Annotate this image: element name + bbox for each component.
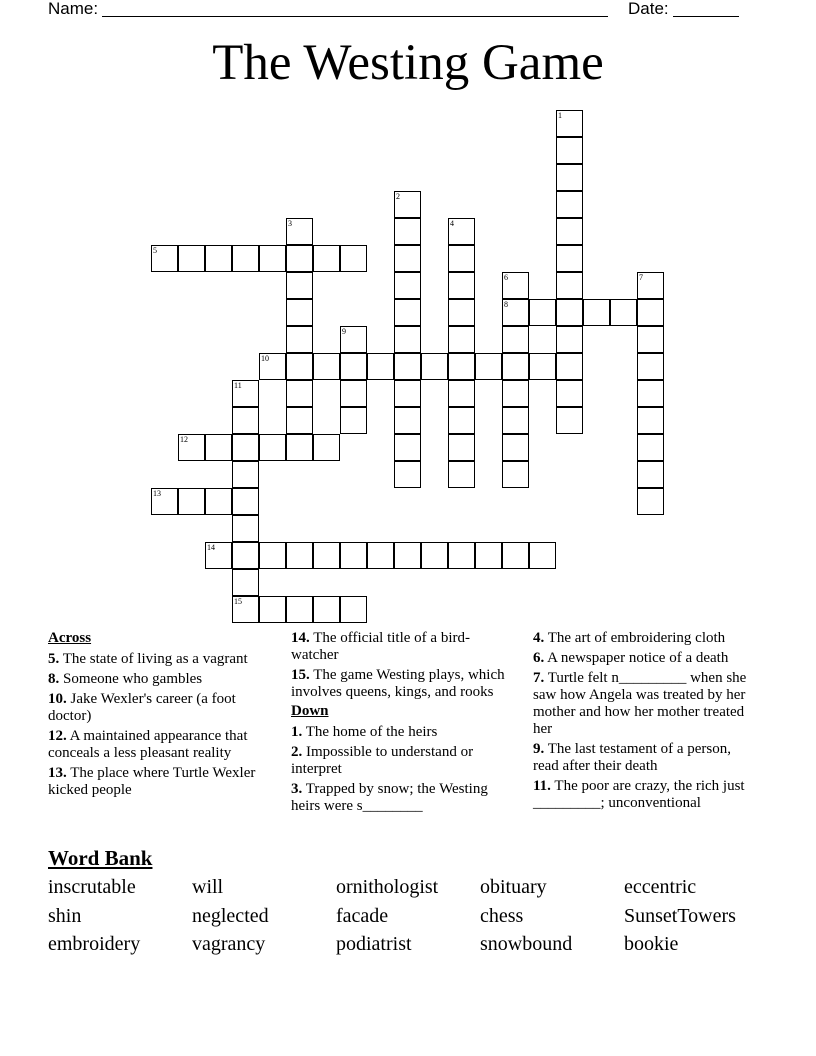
clue bbox=[48, 691, 263, 725]
word-bank-item: facade bbox=[336, 905, 389, 927]
clues-column-2 bbox=[291, 630, 506, 818]
clue bbox=[48, 651, 263, 668]
clue-number-label: 11. bbox=[533, 778, 551, 794]
crossword-cell[interactable] bbox=[286, 542, 313, 569]
crossword-cell[interactable] bbox=[556, 407, 583, 434]
clue-number-label: 2. bbox=[291, 744, 303, 760]
clue-number: 15 bbox=[234, 597, 242, 606]
crossword-cell[interactable] bbox=[637, 380, 664, 407]
crossword-cell[interactable] bbox=[313, 596, 340, 623]
clue-number-label: 3. bbox=[291, 781, 303, 797]
word-bank-item: ornithologist bbox=[336, 876, 439, 898]
crossword-cell[interactable] bbox=[637, 299, 664, 326]
crossword-cell[interactable] bbox=[232, 542, 259, 569]
clue bbox=[291, 724, 506, 741]
crossword-cell[interactable] bbox=[394, 461, 421, 488]
crossword-cell[interactable] bbox=[259, 245, 286, 272]
crossword-cell[interactable] bbox=[421, 542, 448, 569]
crossword-cell[interactable] bbox=[178, 245, 205, 272]
clue-number: 6 bbox=[504, 273, 508, 282]
clue-number: 4 bbox=[450, 219, 454, 228]
crossword-cell[interactable] bbox=[637, 461, 664, 488]
crossword-cell[interactable] bbox=[313, 353, 340, 380]
clue-number-label: 9. bbox=[533, 741, 545, 757]
clue-text: Someone who gambles bbox=[59, 671, 203, 687]
crossword-cell[interactable] bbox=[286, 596, 313, 623]
word-bank-title: Word Bank bbox=[48, 846, 153, 870]
crossword-cell[interactable] bbox=[394, 191, 421, 218]
crossword-cell[interactable] bbox=[394, 326, 421, 353]
crossword-cell[interactable] bbox=[421, 353, 448, 380]
crossword-cell[interactable] bbox=[502, 380, 529, 407]
crossword-cell[interactable] bbox=[556, 272, 583, 299]
crossword-cell[interactable] bbox=[475, 542, 502, 569]
crossword-cell[interactable] bbox=[556, 245, 583, 272]
clue-text: Trapped by snow; the Westing heirs were s________ bbox=[291, 781, 488, 814]
crossword-cell[interactable] bbox=[367, 353, 394, 380]
clue bbox=[291, 781, 506, 815]
crossword-cell[interactable] bbox=[232, 515, 259, 542]
crossword-cell[interactable] bbox=[340, 245, 367, 272]
crossword-cell[interactable] bbox=[502, 353, 529, 380]
clue-text: The place where Turtle Wexler kicked people bbox=[48, 765, 256, 798]
crossword-cell[interactable] bbox=[637, 407, 664, 434]
crossword-cell[interactable] bbox=[637, 353, 664, 380]
crossword-cell[interactable] bbox=[394, 380, 421, 407]
clue bbox=[48, 671, 263, 688]
clue-number: 9 bbox=[342, 327, 346, 336]
across-heading: Across bbox=[48, 630, 92, 646]
crossword-cell[interactable] bbox=[502, 326, 529, 353]
clue-number-label: 12. bbox=[48, 728, 67, 744]
word-bank-item: chess bbox=[480, 905, 524, 927]
clue-number-label: 6. bbox=[533, 650, 545, 666]
clue-text: Impossible to understand or interpret bbox=[291, 744, 474, 777]
clue-number: 3 bbox=[288, 219, 292, 228]
clue bbox=[533, 650, 758, 667]
crossword-cell[interactable] bbox=[448, 272, 475, 299]
clue-text: The state of living as a vagrant bbox=[59, 651, 248, 667]
clue-text: Jake Wexler's career (a foot doctor) bbox=[48, 691, 236, 724]
crossword-cell[interactable] bbox=[232, 434, 259, 461]
clue bbox=[291, 667, 506, 701]
clue bbox=[533, 741, 758, 775]
crossword-cell[interactable] bbox=[502, 299, 529, 326]
clue-text: A newspaper notice of a death bbox=[544, 650, 729, 666]
crossword-cell[interactable] bbox=[232, 407, 259, 434]
crossword-cell[interactable] bbox=[475, 353, 502, 380]
crossword-cell[interactable] bbox=[610, 299, 637, 326]
clue-number: 2 bbox=[396, 192, 400, 201]
word-bank-item: snowbound bbox=[480, 933, 573, 955]
crossword-cell[interactable] bbox=[286, 245, 313, 272]
clue bbox=[533, 630, 758, 647]
crossword-cell[interactable] bbox=[340, 407, 367, 434]
down-heading: Down bbox=[291, 703, 329, 719]
crossword-cell[interactable] bbox=[448, 218, 475, 245]
crossword-cell[interactable] bbox=[232, 245, 259, 272]
clue-text: The home of the heirs bbox=[302, 724, 438, 740]
clue-number-label: 8. bbox=[48, 671, 60, 687]
crossword-cell[interactable] bbox=[232, 380, 259, 407]
crossword-cell[interactable] bbox=[556, 380, 583, 407]
crossword-cell[interactable] bbox=[205, 542, 232, 569]
crossword-cell[interactable] bbox=[259, 542, 286, 569]
crossword-cell[interactable] bbox=[313, 434, 340, 461]
crossword-cell[interactable] bbox=[637, 272, 664, 299]
crossword-cell[interactable] bbox=[637, 326, 664, 353]
crossword-cell[interactable] bbox=[448, 434, 475, 461]
crossword-cell[interactable] bbox=[502, 461, 529, 488]
crossword-cell[interactable] bbox=[151, 245, 178, 272]
crossword-cell[interactable] bbox=[556, 326, 583, 353]
crossword-cell[interactable] bbox=[259, 596, 286, 623]
clue-text: The official title of a bird-watcher bbox=[291, 630, 470, 663]
crossword-cell[interactable] bbox=[205, 434, 232, 461]
clue bbox=[533, 670, 758, 738]
crossword-cell[interactable] bbox=[448, 461, 475, 488]
crossword-cell[interactable] bbox=[178, 434, 205, 461]
clue-number: 13 bbox=[153, 489, 161, 498]
crossword-cell[interactable] bbox=[286, 407, 313, 434]
clue-text: A maintained appearance that conceals a less pleasant reality bbox=[48, 728, 248, 761]
crossword-cell[interactable] bbox=[637, 434, 664, 461]
crossword-cell[interactable] bbox=[556, 218, 583, 245]
clue-number-label: 10. bbox=[48, 691, 67, 707]
crossword-cell[interactable] bbox=[394, 407, 421, 434]
clue-number-label: 15. bbox=[291, 667, 310, 683]
crossword-cell[interactable] bbox=[259, 434, 286, 461]
crossword-cell[interactable] bbox=[286, 380, 313, 407]
crossword-cell[interactable] bbox=[448, 299, 475, 326]
crossword-cell[interactable] bbox=[502, 434, 529, 461]
clue-number-label: 5. bbox=[48, 651, 60, 667]
crossword-cell[interactable] bbox=[556, 137, 583, 164]
clue-number: 8 bbox=[504, 300, 508, 309]
clue-number: 12 bbox=[180, 435, 188, 444]
crossword-cell[interactable] bbox=[340, 542, 367, 569]
crossword-cell[interactable] bbox=[232, 569, 259, 596]
crossword-cell[interactable] bbox=[502, 407, 529, 434]
crossword-cell[interactable] bbox=[340, 596, 367, 623]
clue bbox=[291, 630, 506, 664]
clue-number: 11 bbox=[234, 381, 242, 390]
word-bank-item: eccentric bbox=[624, 876, 697, 898]
across-clue-list-continued bbox=[291, 630, 506, 701]
page-title: The Westing Game bbox=[212, 35, 604, 91]
crossword-cell[interactable] bbox=[556, 164, 583, 191]
word-bank-item: neglected bbox=[192, 905, 269, 927]
clue-text: The last testament of a person, read after their death bbox=[533, 741, 732, 774]
clue-number-label: 1. bbox=[291, 724, 303, 740]
crossword-cell[interactable] bbox=[448, 245, 475, 272]
crossword-cell[interactable] bbox=[448, 407, 475, 434]
crossword-cell[interactable] bbox=[583, 299, 610, 326]
crossword-cell[interactable] bbox=[448, 542, 475, 569]
crossword-cell[interactable] bbox=[232, 461, 259, 488]
word-bank-item: inscrutable bbox=[48, 876, 136, 898]
word-bank-item: embroidery bbox=[48, 933, 141, 955]
crossword-cell[interactable] bbox=[286, 272, 313, 299]
crossword-cell[interactable] bbox=[340, 353, 367, 380]
crossword-cell[interactable] bbox=[448, 326, 475, 353]
word-bank-item: shin bbox=[48, 905, 82, 927]
crossword-cell[interactable] bbox=[259, 353, 286, 380]
crossword-cell[interactable] bbox=[205, 488, 232, 515]
crossword-cell[interactable] bbox=[232, 596, 259, 623]
crossword-cell[interactable] bbox=[313, 245, 340, 272]
word-bank-item: vagrancy bbox=[192, 933, 266, 955]
clue-number: 10 bbox=[261, 354, 269, 363]
crossword-cell[interactable] bbox=[502, 542, 529, 569]
clue-number-label: 7. bbox=[533, 670, 545, 686]
crossword-cell[interactable] bbox=[367, 542, 394, 569]
crossword-cell[interactable] bbox=[529, 299, 556, 326]
clues-column-3 bbox=[533, 630, 758, 815]
crossword-cell[interactable] bbox=[340, 326, 367, 353]
clue-number: 5 bbox=[153, 246, 157, 255]
clue-number: 1 bbox=[558, 111, 562, 120]
name-label: Name: bbox=[48, 0, 99, 18]
date-label: Date: bbox=[628, 0, 669, 18]
clue bbox=[48, 765, 263, 799]
clue-number-label: 13. bbox=[48, 765, 67, 781]
crossword-cell[interactable] bbox=[313, 542, 340, 569]
crossword-cell[interactable] bbox=[286, 218, 313, 245]
word-bank-item: podiatrist bbox=[336, 933, 412, 955]
crossword-cell[interactable] bbox=[394, 353, 421, 380]
crossword-cell[interactable] bbox=[394, 245, 421, 272]
crossword-cell[interactable] bbox=[205, 245, 232, 272]
crossword-cell[interactable] bbox=[286, 299, 313, 326]
crossword-cell[interactable] bbox=[394, 434, 421, 461]
crossword-cell[interactable] bbox=[340, 380, 367, 407]
crossword-cell[interactable] bbox=[286, 353, 313, 380]
word-bank-item: SunsetTowers bbox=[624, 905, 736, 927]
crossword-cell[interactable] bbox=[556, 299, 583, 326]
crossword-cell[interactable] bbox=[448, 380, 475, 407]
crossword-cell[interactable] bbox=[232, 488, 259, 515]
down-clue-list bbox=[291, 724, 506, 815]
clue-text: Turtle felt n_________ when she saw how Angela was treated by her mother and how her mother treated her bbox=[533, 670, 747, 737]
crossword-cell[interactable] bbox=[637, 488, 664, 515]
clue-number-label: 14. bbox=[291, 630, 310, 646]
crossword-cell[interactable] bbox=[286, 326, 313, 353]
crossword-cell[interactable] bbox=[556, 353, 583, 380]
crossword-cell[interactable] bbox=[394, 272, 421, 299]
clue bbox=[533, 778, 758, 812]
crossword-cell[interactable] bbox=[286, 434, 313, 461]
crossword-cell[interactable] bbox=[556, 191, 583, 218]
crossword-cell[interactable] bbox=[556, 110, 583, 137]
clue-number-label: 4. bbox=[533, 630, 545, 646]
down-clue-list-continued bbox=[533, 630, 758, 812]
crossword-cell[interactable] bbox=[448, 353, 475, 380]
clue-text: The poor are crazy, the rich just _________; unconventional bbox=[533, 778, 745, 811]
clue bbox=[291, 744, 506, 778]
crossword-cell[interactable] bbox=[178, 488, 205, 515]
word-bank-item: obituary bbox=[480, 876, 547, 898]
word-bank-item: bookie bbox=[624, 933, 679, 955]
crossword-cell[interactable] bbox=[151, 488, 178, 515]
clue-text: The game Westing plays, which involves queens, kings, and rooks bbox=[291, 667, 505, 700]
crossword-cell[interactable] bbox=[529, 353, 556, 380]
clue bbox=[48, 728, 263, 762]
clues-column-1 bbox=[48, 630, 263, 802]
across-clue-list bbox=[48, 651, 263, 799]
crossword-cell[interactable] bbox=[502, 272, 529, 299]
clue-number: 7 bbox=[639, 273, 643, 282]
crossword-cell[interactable] bbox=[394, 542, 421, 569]
crossword-cell[interactable] bbox=[394, 299, 421, 326]
crossword-cell[interactable] bbox=[394, 218, 421, 245]
clue-number: 14 bbox=[207, 543, 215, 552]
clue-text: The art of embroidering cloth bbox=[544, 630, 726, 646]
crossword-cell[interactable] bbox=[529, 542, 556, 569]
word-bank-item: will bbox=[192, 876, 224, 898]
